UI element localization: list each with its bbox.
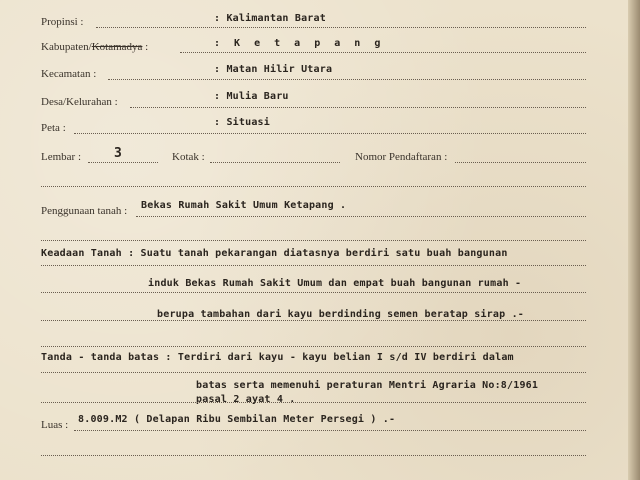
kotak-label: Kotak : (172, 151, 205, 163)
keadaan-rule-2 (41, 292, 586, 293)
keadaan-line-3: berupa tambahan dari kayu berdinding semen beratap sirap .- (157, 309, 525, 320)
penggunaan-label: Penggunaan tanah : (41, 205, 128, 217)
tanda-line-2: batas serta memenuhi peraturan Mentri Agraria No:8/1961 (196, 380, 539, 391)
peta-line (74, 133, 586, 134)
blank-line-4 (41, 455, 586, 456)
blank-line-2 (41, 240, 586, 241)
blank-line-3 (41, 346, 586, 347)
nomor-pendaftaran-line (455, 162, 586, 163)
kotak-line (210, 162, 340, 163)
peta-label: Peta : (41, 122, 66, 134)
nomor-pendaftaran-label: Nomor Pendaftaran : (355, 151, 448, 163)
kecamatan-line (108, 79, 586, 80)
keadaan-rule-1 (41, 265, 586, 266)
propinsi-label: Propinsi : (41, 16, 84, 28)
kecamatan-label: Kecamatan : (41, 68, 97, 80)
penggunaan-value: Bekas Rumah Sakit Umum Ketapang . (141, 200, 347, 211)
kabupaten-label: Kabupaten/Kotamadya : (41, 41, 149, 53)
luas-line (74, 430, 586, 431)
desa-line (130, 107, 586, 108)
peta-value: : Situasi (214, 117, 270, 128)
tanda-line-3: pasal 2 ayat 4 . (196, 394, 296, 405)
keadaan-line-2: induk Bekas Rumah Sakit Umum dan empat buah bangunan rumah - (148, 278, 522, 289)
tanda-rule-2 (41, 402, 586, 403)
kabupaten-value: : K e t a p a n g (214, 38, 385, 49)
desa-label: Desa/Kelurahan : (41, 96, 118, 108)
tanda-rule-1 (41, 372, 586, 373)
luas-value: 8.009.M2 ( Delapan Ribu Sembilan Meter Persegi ) .- (78, 414, 396, 425)
keadaan-rule-3 (41, 320, 586, 321)
propinsi-line (96, 27, 586, 28)
luas-label: Luas : (41, 419, 69, 431)
blank-line-1 (41, 186, 586, 187)
page-edge (628, 0, 640, 480)
penggunaan-line (136, 216, 586, 217)
keadaan-line-1: Keadaan Tanah : Suatu tanah pekarangan diatasnya berdiri satu buah bangunan (41, 248, 508, 259)
lembar-line (88, 162, 158, 163)
tanda-line-1: Tanda - tanda batas : Terdiri dari kayu - kayu belian I s/d IV berdiri dalam (41, 352, 514, 363)
lembar-value: 3 (114, 146, 123, 161)
kabupaten-line (180, 52, 586, 53)
lembar-label: Lembar : (41, 151, 82, 163)
kecamatan-value: : Matan Hilir Utara (214, 64, 333, 75)
propinsi-value: : Kalimantan Barat (214, 13, 326, 24)
desa-value: : Mulia Baru (214, 91, 289, 102)
